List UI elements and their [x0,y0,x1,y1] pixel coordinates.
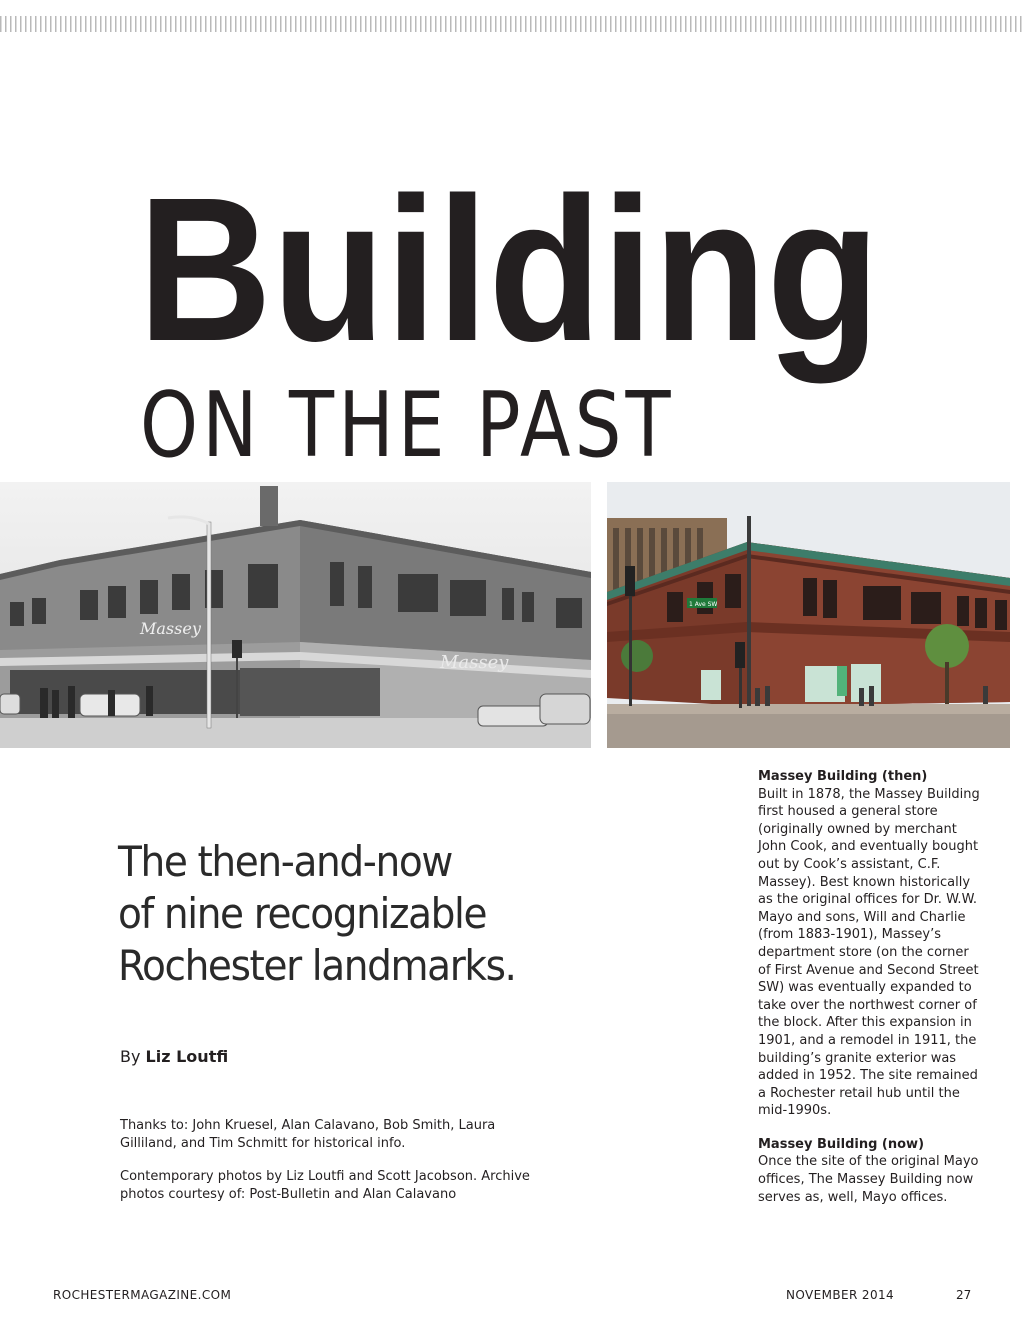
now-street-sign-text: 1 Ave SW [689,601,718,608]
footer-issue-date: NOVEMBER 2014 [786,1288,895,1302]
top-tick-border [0,16,1024,32]
byline-author: Liz Loutfi [145,1047,229,1066]
footer-website: ROCHESTERMAGAZINE.COM [53,1288,232,1302]
contemporary-photo-massey-now [607,482,1010,748]
headline-sub-text: ON THE PAST [140,373,675,478]
dek-line-3: Rochester landmarks. [118,941,516,990]
footer-page-number: 27 [956,1288,972,1302]
headline-main-text: Building [138,180,880,384]
caption-then-heading: Massey Building (then) [758,769,928,784]
credits-photos: Contemporary photos by Liz Loutfi and Scott Jacobson. Archive photos courtesy of: Post-Bulletin and Alan Calavano [120,1169,530,1202]
caption-now-body: Once the site of the original Mayo offices, The Massey Building now serves as, well, Mayo offices. [758,1154,979,1205]
byline-prefix: By [120,1047,141,1066]
dek-line-1: The then-and-now [118,837,452,886]
then-sign-text: Massey [140,619,201,638]
dek-subheading [118,836,638,992]
caption-now-heading: Massey Building (now) [758,1136,925,1152]
archive-photo-massey-then [0,482,591,748]
dek-line-2: of nine recognizable [118,889,487,938]
photo-caption-sidebar [758,768,983,1206]
then-sign-text-2: Massey [440,652,509,673]
byline [120,1047,228,1066]
headline-sub [140,373,740,478]
credits-thanks: Thanks to: John Kruesel, Alan Calavano, Bob Smith, Laura Gilliland, and Tim Schmitt for historical info. [120,1118,496,1151]
caption-then-body: Built in 1878, the Massey Building first housed a general store (originally owned by merchant John Cook, and eventually bought out by Cook’s assistant, C.F. Massey). Best known historically as the original offices for Dr. W.W. Mayo and sons, Will and Charlie (from 1883-1901), Massey’s department store (on the corner of First Avenue and Second Street SW) was eventually expanded to take over the northwest corner of the block. After this expansion in 1901, and a remodel in 1911, the building’s granite exterior was added in 1952. The site remained a Rochester retail hub until the mid-1990s. [758,786,980,1119]
credits [120,1117,540,1219]
